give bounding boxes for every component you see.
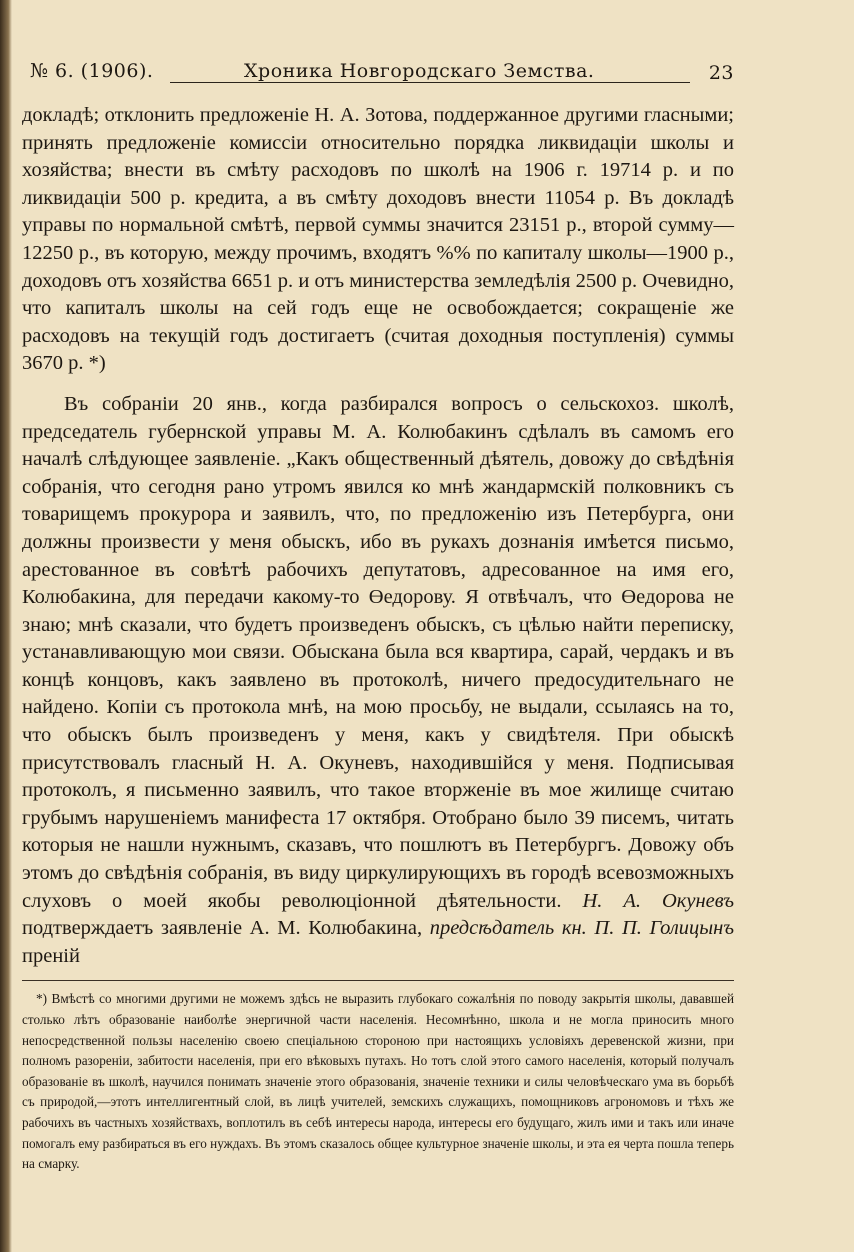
paragraph-budget: докладѣ; отклонить предложенiе Н. А. Зотова, поддержанное другими гласными; принять предложенiе комиссiи относительно порядка ликвидацiи школы и хозяйства; внести въ смѣту расходовъ по школѣ на 1906 г. 19714 р. и по ликвидацiи 500 р. кредита, а въ смѣту доходовъ внести 11054 р. Въ докладѣ управы по нормальной смѣтѣ, первой суммы значится 23151 р., второй сумму—12250 р., въ которую, между прочимъ, входятъ %% по капиталу школы—1900 р., доходовъ отъ хозяйства 6651 р. и отъ министерства земледѣлiя 2500 р. Очевидно, что капиталъ школы на сей годъ еще не освобождается; сокращенiе же расходовъ на текущiй годъ достигаетъ (считая доходныя поступленiя) суммы 3670 р. *) (22, 104, 734, 375)
running-header (22, 54, 734, 88)
footnote-divider (22, 980, 734, 981)
italic-name-golitsyn: предсѣдатель кн. П. П. Голицынъ (429, 917, 734, 940)
page-number: 23 (708, 62, 734, 84)
italic-name-okunev: Н. А. Окуневъ (582, 889, 735, 912)
footnote: *) Вмѣстѣ со многими другими не можемъ здѣсь не выразить глубокаго сожалѣнiя по поводу закрытiя школы, дававшей столько лѣтъ образованiе наиболѣе энергичной части населенiя. Несомнѣнно, школа и не могла приносить много непосредственной пользы населенiю своею спецiальною стороною при настоящихъ условiяхъ деревенской жизни, при полномъ разоренiи, забитости населенiя, при его вѣковыхъ путахъ. Но тотъ слой этого самого населенiя, который получалъ образованiе въ школѣ, научился понимать значенiе этого образованiя, значенiе техники и силы человѣческаго ума въ борьбѣ съ природой,—этотъ интеллигентный слой, въ лицѣ учителей, земскихъ служащихъ, помощниковъ агрономовъ и тѣхъ же рабочихъ въ частныхъ хозяйствахъ, воплотилъ въ себѣ интересы народа, интересы его будущаго, жилъ ими и такъ или иначе помогалъ ему разбираться въ его нуждахъ. Въ этомъ сказалось общее культурное значенiе школы, и эта ея черта пошла теперь на смарку. (22, 991, 734, 1172)
paragraph-text: преній (22, 944, 80, 967)
paragraph-text: Въ собранiи 20 янв., когда разбирался вопросъ о сельскохоз. школѣ, председатель губернской управы М. А. Колюбакинъ сдѣлалъ въ самомъ его началѣ слѣдующее заявленiе. „Какъ общественный дѣятель, довожу до свѣдѣнiя собранiя, что сегодня рано утромъ явился ко мнѣ жандармскiй полковникъ съ товарищемъ прокурора и заявилъ, что, по предложенiю изъ Петербурга, они должны произвести у меня обыскъ, ибо въ рукахъ дознанiя имѣется письмо, арестованное въ совѣтѣ рабочихъ депутатовъ, адресованное на имя его, Колюбакина, для передачи какому-то Өедорову. Я отвѣчалъ, что Өедорова не знаю; мнѣ сказали, что будетъ произведенъ обыскъ, съ цѣлью найти переписку, устанавливающую мои связи. Обыскана была вся квартира, сарай, чердакъ и въ концѣ концовъ, какъ заявлено въ протоколѣ, ничего предосудительнаго не найдено. Копiи съ протокола мнѣ, на мою просьбу, не выдали, ссылаясь на то, что обыскъ былъ произведенъ у меня, какъ у свидѣтеля. При обыскѣ присутствовалъ гласный Н. А. Окуневъ, находившiйся у меня. Подписывая протоколъ, я письменно заявилъ, что такое вторженiе въ мое жилище считаю грубымъ нарушенiемъ манифеста 17 октября. Отобрано было 39 писемъ, читать которыя не нашли нужнымъ, сказавъ, что пошлютъ въ Петербургъ. Довожу объ этомъ до свѣдѣнiя собранiя, въ виду циркулирующихъ въ городѣ всевозможныхъ слуховъ о моей якобы революцiонной дѣятельности. (22, 392, 734, 912)
paragraph-search-statement (22, 391, 734, 970)
journal-title: Хроника Новгородскаго Земства. (244, 60, 595, 82)
document-page (22, 54, 734, 1175)
book-spine-shadow (0, 0, 12, 1252)
header-rule (170, 82, 690, 83)
issue-number: № 6. (1906). (30, 60, 154, 82)
paragraph-text: подтверждаетъ заявленiе А. М. Колюбакина, (22, 917, 423, 940)
